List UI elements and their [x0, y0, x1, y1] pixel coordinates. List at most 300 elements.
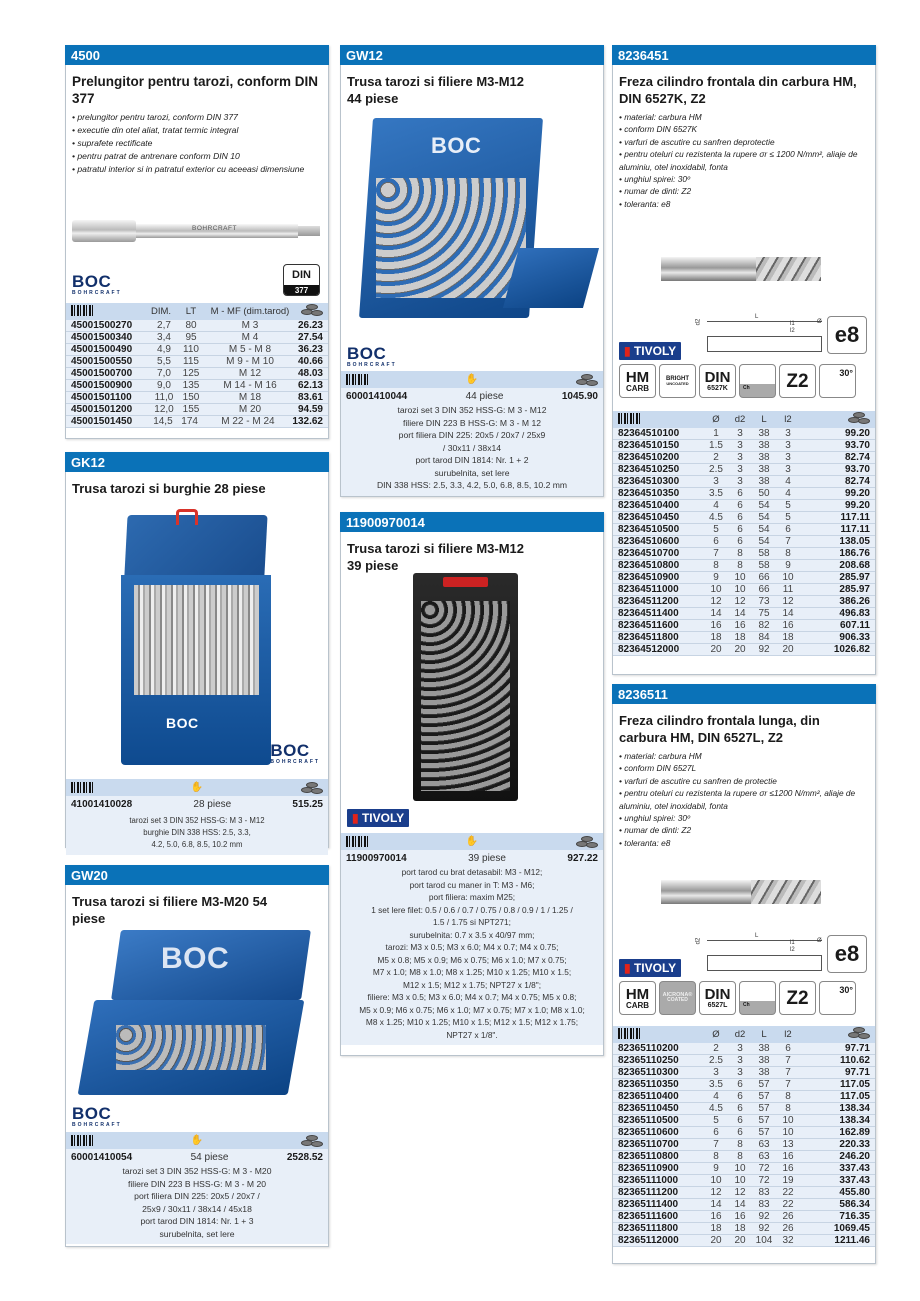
- set-description: [346, 404, 598, 492]
- cell-code: 82365111600: [618, 1211, 679, 1222]
- product-card-4500: [65, 45, 329, 439]
- cell-L: 58: [758, 548, 770, 559]
- cell-L: 83: [758, 1199, 770, 1210]
- cell-price: 82.74: [844, 452, 870, 463]
- desc-line: port filiera DIN 225: 20x5 / 20x7 /: [134, 1191, 260, 1201]
- cell-price: 99.20: [844, 500, 870, 511]
- feature-item: • suprafete rectificate: [72, 138, 153, 148]
- cell-d: 6: [713, 536, 719, 547]
- price-table: [66, 303, 328, 428]
- cell-m: M 3: [241, 320, 259, 331]
- cell-m: M 18: [238, 392, 262, 403]
- cell-price: 97.71: [844, 1043, 870, 1054]
- cell-price: 48.03: [297, 368, 323, 379]
- cell-L: 57: [758, 1091, 770, 1102]
- badge-ch: Ch: [743, 384, 750, 391]
- cell-price: 83.61: [297, 392, 323, 403]
- price: 1045.90: [561, 391, 598, 402]
- cell-l2: 10: [782, 572, 794, 583]
- barcode-icon: [346, 836, 370, 847]
- cell-l2: 3: [785, 440, 791, 451]
- table-row: [613, 1103, 875, 1115]
- cell-l2: 5: [785, 500, 791, 511]
- cell-lt: 110: [183, 344, 199, 355]
- cell-price: 455.80: [839, 1187, 870, 1198]
- set-description: [346, 866, 598, 1041]
- cell-L: 75: [758, 608, 770, 619]
- col-L: L: [761, 1029, 767, 1040]
- cell-code: 82364512000: [618, 644, 680, 655]
- brand-name: BOC: [161, 942, 230, 975]
- product-title: Freza cilindro frontala din carbura HM, DIN 6527K, Z2: [619, 74, 857, 106]
- product-title: Freza cilindro frontala lunga, din carbura HM, DIN 6527L, Z2: [619, 713, 820, 745]
- table-row: [613, 1091, 875, 1103]
- cell-d2: 10: [734, 584, 746, 595]
- cell-price: 26.23: [297, 320, 323, 331]
- cell-l2: 6: [785, 524, 791, 535]
- cell-price: 62.13: [297, 380, 323, 391]
- col-d2: d2: [734, 1029, 746, 1040]
- cell-price: 386.26: [839, 596, 870, 607]
- col-l2: l2: [784, 414, 792, 425]
- cell-d: 5: [713, 1115, 719, 1126]
- cell-price: 586.34: [839, 1199, 870, 1210]
- table-row: [613, 584, 875, 596]
- cell-lt: 95: [185, 332, 197, 343]
- desc-line: port tarod cu maner in T: M3 - M6;: [409, 879, 535, 890]
- table-row: [613, 1139, 875, 1151]
- table-row: [66, 320, 328, 332]
- tolerance-badge: [827, 935, 867, 973]
- cell-l2: 16: [782, 1151, 794, 1162]
- product-image: [72, 218, 322, 244]
- hm-carb-badge: [619, 364, 656, 398]
- price-coins-icon: [299, 782, 323, 794]
- cell-L: 72: [758, 1175, 770, 1186]
- cell-code: 82364511000: [618, 584, 679, 595]
- cell-L: 38: [758, 428, 770, 439]
- cell-price: 716.35: [839, 1211, 870, 1222]
- cell-d2: 8: [737, 548, 743, 559]
- cell-m: M 5 - M 8: [228, 344, 272, 355]
- cell-d2: 8: [737, 1151, 743, 1162]
- cell-d2: 3: [737, 452, 743, 463]
- price-coins-icon: [299, 304, 323, 316]
- badge-angle: 30°: [839, 984, 853, 995]
- cell-d: 5: [713, 524, 719, 535]
- cell-lt: 155: [182, 404, 200, 415]
- col-d2: d2: [734, 414, 746, 425]
- table-row: [66, 368, 328, 380]
- badge-coat1: AICRONA®: [662, 991, 693, 998]
- cell-l2: 3: [785, 428, 791, 439]
- table-header: [66, 303, 328, 320]
- product-title: Prelungitor pentru tarozi, conform DIN 377: [72, 74, 319, 106]
- cell-d2: 6: [737, 524, 743, 535]
- label-L: L: [755, 933, 759, 939]
- price-coins-icon: [299, 1135, 323, 1147]
- cell-d2: 3: [737, 1043, 743, 1054]
- price: 515.25: [292, 799, 323, 810]
- table-row: [613, 620, 875, 632]
- product-title: Trusa tarozi si filiere M3-M12 39 piese: [347, 541, 525, 573]
- cell-l2: 16: [782, 620, 794, 631]
- cell-price: 220.33: [839, 1139, 870, 1150]
- cell-price: 208.68: [839, 560, 870, 571]
- cell-code: 82365110450: [618, 1103, 679, 1114]
- table-row: [613, 536, 875, 548]
- feature-item: • prelungitor pentru tarozi, conform DIN 377: [72, 112, 238, 122]
- badge-carb: CARB: [625, 383, 650, 393]
- cell-l2: 7: [785, 1079, 791, 1090]
- cell-dim: 11,0: [154, 392, 174, 403]
- badge-coat2: UNCOATED: [666, 381, 689, 386]
- cell-d: 16: [710, 620, 722, 631]
- cell-d2: 18: [734, 632, 746, 643]
- desc-line: M7 x 1.0; M8 x 1.0; M8 x 1.25; M10 x 1.25; M10 x 1.5;: [372, 967, 572, 977]
- badge-din-sub: 6527L: [707, 1002, 728, 1009]
- table-row: [613, 1223, 875, 1235]
- cell-code: 82365111800: [618, 1223, 679, 1234]
- bohrcraft-logo-box: [166, 715, 199, 731]
- cell-price: 246.20: [839, 1151, 870, 1162]
- bohrcraft-logo: [72, 274, 122, 296]
- product-title: Trusa tarozi si burghie 28 piese: [72, 481, 266, 496]
- cell-L: 57: [758, 1127, 770, 1138]
- cell-l2: 18: [782, 632, 794, 643]
- price-coins-icon: [846, 1027, 870, 1039]
- table-header: [341, 371, 603, 388]
- cell-d: 3: [713, 476, 719, 487]
- cell-d: 2: [713, 452, 719, 463]
- card-header: GW12: [340, 45, 604, 65]
- set-table: [66, 779, 328, 855]
- cell-code: 82365110800: [618, 1151, 679, 1162]
- table-row: [613, 1115, 875, 1127]
- card-header: 4500: [65, 45, 329, 65]
- price-table: [613, 411, 875, 656]
- cell-d2: 6: [737, 512, 743, 523]
- barcode-icon: [346, 374, 370, 385]
- pieces-count: 28 piese: [193, 799, 232, 810]
- cell-l2: 7: [785, 536, 791, 547]
- cell-d: 9: [713, 572, 719, 583]
- cell-dim: 4,9: [157, 344, 171, 355]
- badge-z: Z2: [786, 987, 809, 1009]
- cell-code: 82365110400: [618, 1091, 679, 1102]
- set-description: [71, 812, 323, 851]
- desc-line: surubelnita, set lere: [434, 467, 510, 478]
- bohrcraft-logo: [347, 346, 397, 368]
- desc-line: 1.5 / 1.75 si NPT271;: [433, 917, 511, 927]
- product-image: [116, 515, 276, 777]
- cell-d: 2.5: [709, 464, 723, 475]
- cell-d2: 14: [734, 1199, 746, 1210]
- cell-code: 82365110900: [618, 1163, 679, 1174]
- cell-lt: 150: [182, 392, 200, 403]
- cell-d2: 3: [737, 476, 743, 487]
- cell-d: 3.5: [709, 488, 723, 499]
- cell-code: 45001501100: [71, 392, 132, 403]
- table-row: [613, 1067, 875, 1079]
- cell-price: 132.62: [292, 416, 323, 427]
- cell-dim: 2,7: [157, 320, 171, 331]
- cell-d2: 10: [734, 1175, 746, 1186]
- cell-L: 83: [758, 1187, 770, 1198]
- product-card-gk12: [65, 452, 329, 848]
- table-row: [613, 1151, 875, 1163]
- coating-badge: [659, 364, 696, 398]
- price-coins-icon: [574, 836, 598, 848]
- brand-sub: BOHRCRAFT: [270, 759, 320, 765]
- feature-item: • numar de dinti: Z2: [619, 825, 692, 836]
- cell-l2: 26: [782, 1211, 794, 1222]
- label-l2: l2: [790, 947, 795, 953]
- pieces-hand-icon: ✋: [190, 1135, 204, 1146]
- cell-code: 82365110300: [618, 1067, 679, 1078]
- cell-l2: 10: [782, 1115, 794, 1126]
- cell-l2: 3: [785, 452, 791, 463]
- helix-angle-badge: [819, 364, 856, 398]
- set-info: [341, 388, 603, 496]
- feature-item: • conform DIN 6527L: [619, 763, 697, 774]
- card-header: GW20: [65, 865, 329, 885]
- cell-d2: 3: [737, 464, 743, 475]
- cell-L: 38: [758, 1043, 770, 1054]
- cell-l2: 32: [782, 1235, 794, 1246]
- cell-lt: 80: [185, 320, 197, 331]
- set-table: [341, 833, 603, 1045]
- table-header: [341, 833, 603, 850]
- cell-code: 82364510300: [618, 476, 680, 487]
- cell-d2: 16: [734, 620, 746, 631]
- brand-name: BOC: [72, 272, 112, 291]
- coating-badge: [659, 981, 696, 1015]
- spec-badges: [619, 981, 856, 1015]
- table-row: [66, 404, 328, 416]
- brand-name: TIVOLY: [361, 811, 405, 825]
- desc-line: M5 x 0.9; M6 x 0.75; M6 x 1.0; M7 x 0.75; M7 x 1.0; M8 x 1.0;: [359, 1004, 585, 1015]
- desc-line: port tarod cu brat detasabil: M3 - M12;: [401, 867, 543, 877]
- cell-price: 93.70: [844, 440, 870, 451]
- cell-price: 285.97: [839, 572, 870, 583]
- desc-line: burghie DIN 338 HSS: 2.5, 3.3,: [143, 828, 251, 837]
- table-row: [613, 632, 875, 644]
- cell-L: 63: [758, 1151, 770, 1162]
- cell-d2: 3: [737, 1067, 743, 1078]
- cell-code: 82364511200: [618, 596, 679, 607]
- table-row: [613, 464, 875, 476]
- cell-code: 82365110600: [618, 1127, 679, 1138]
- cell-lt: 115: [183, 356, 199, 367]
- card-header: GK12: [65, 452, 329, 472]
- set-info: [66, 796, 328, 855]
- cell-d2: 12: [734, 1187, 746, 1198]
- cell-code: 82364511800: [618, 632, 679, 643]
- cell-d: 6: [713, 1127, 719, 1138]
- feature-list: [613, 111, 875, 210]
- cell-L: 58: [758, 560, 770, 571]
- cell-l2: 5: [785, 512, 791, 523]
- cell-d: 7: [713, 1139, 719, 1150]
- brand-name: TIVOLY: [633, 961, 677, 975]
- badge-hm: HM: [625, 985, 650, 1003]
- cell-code: 82365110250: [618, 1055, 679, 1066]
- brand-name: BOC: [72, 1104, 112, 1123]
- cell-l2: 8: [785, 1103, 791, 1114]
- badge-ch: Ch: [743, 1001, 750, 1008]
- cell-price: 36.23: [297, 344, 323, 355]
- cell-d2: 10: [734, 572, 746, 583]
- cell-d: 1: [713, 428, 719, 439]
- desc-line: tarozi set 3 DIN 352 HSS-G: M 3 - M12: [129, 816, 265, 825]
- article-code: 60001410054: [71, 1152, 133, 1163]
- desc-line: port filiera DIN 225: 20x5 / 20x7 / 25x9: [398, 430, 546, 440]
- label-d: Ø: [817, 938, 822, 944]
- article-code: 41001410028: [71, 799, 133, 810]
- cell-d: 4.5: [709, 1103, 723, 1114]
- cell-price: 117.11: [840, 512, 870, 523]
- label-d2: d2: [695, 937, 702, 945]
- spec-badges: [619, 364, 856, 398]
- cell-d: 8: [713, 1151, 719, 1162]
- tivoly-logo: ▮ TIVOLY: [347, 809, 409, 827]
- cell-price: 27.54: [297, 332, 323, 343]
- brand-name: BOC: [347, 344, 387, 363]
- barcode-icon: [71, 782, 95, 793]
- cell-d: 3.5: [709, 1079, 723, 1090]
- cell-price: 138.34: [839, 1103, 870, 1114]
- din-377-badge: [283, 264, 320, 296]
- cell-d2: 14: [734, 608, 746, 619]
- dimension-diagram: [695, 314, 825, 356]
- cell-d: 1.5: [709, 440, 723, 451]
- cell-code: 82364510450: [618, 512, 680, 523]
- cell-dim: 5,5: [157, 356, 171, 367]
- cell-d2: 6: [737, 500, 743, 511]
- cell-l2: 22: [782, 1187, 794, 1198]
- cell-price: 94.59: [297, 404, 323, 415]
- table-row: [613, 608, 875, 620]
- card-header: 8236451: [612, 45, 876, 65]
- cell-code: 45001500270: [71, 320, 133, 331]
- desc-line: DIN 338 HSS: 2.5, 3.3, 4.2, 5.0, 6.8, 8.5, 10.2 mm: [376, 480, 568, 490]
- badge-din: DIN: [704, 369, 731, 386]
- brand-sub: BOHRCRAFT: [347, 362, 397, 368]
- cell-d: 8: [713, 560, 719, 571]
- feature-item: • varfuri de ascutire cu sanfren deprotectie: [619, 136, 775, 147]
- article-code: 11900970014: [346, 853, 407, 864]
- table-row: [613, 1043, 875, 1055]
- cell-d: 18: [710, 632, 722, 643]
- cell-code: 45001501450: [71, 416, 133, 427]
- bohrcraft-logo: [72, 1106, 122, 1128]
- cell-d2: 6: [737, 1079, 743, 1090]
- table-row: [613, 476, 875, 488]
- desc-line: tarozi: M3 x 0.5; M3 x 6.0; M4 x 0.7; M4 x 0.75;: [385, 942, 559, 952]
- table-row: [613, 1235, 875, 1247]
- table-row: [613, 452, 875, 464]
- cell-m: M 4: [241, 332, 259, 343]
- cell-d: 2.5: [709, 1055, 723, 1066]
- cell-d2: 12: [734, 596, 746, 607]
- tolerance-value: e8: [834, 941, 860, 966]
- cell-price: 1211.46: [834, 1235, 870, 1246]
- cell-d2: 3: [737, 1055, 743, 1066]
- cell-code: 82364510150: [618, 440, 680, 451]
- table-row: [613, 524, 875, 536]
- cell-l2: 20: [782, 644, 794, 655]
- cell-code: 82365111200: [618, 1187, 679, 1198]
- engraved-label: BOHRCRAFT: [192, 225, 237, 232]
- chamfer-badge: [739, 981, 776, 1015]
- cell-code: 82364510700: [618, 548, 680, 559]
- cell-d2: 6: [737, 1127, 743, 1138]
- badge-carb: CARB: [625, 1000, 650, 1010]
- dimension-diagram: [695, 933, 825, 975]
- desc-line: tarozi set 3 DIN 352 HSS-G: M 3 - M12: [397, 405, 547, 415]
- desc-line: 4.2, 5.0, 6.8, 8.5, 10.2 mm: [151, 840, 243, 849]
- badge-hm: HM: [625, 368, 650, 386]
- desc-line: filiere DIN 223 B HSS-G: M 3 - M 20: [127, 1178, 267, 1189]
- cell-code: 45001500900: [71, 380, 133, 391]
- cell-l2: 8: [785, 1091, 791, 1102]
- table-row: [613, 1187, 875, 1199]
- desc-line: port tarod DIN 1814: Nr. 1 + 3: [140, 1216, 254, 1226]
- label-l2: l2: [790, 328, 795, 334]
- cell-price: 117.11: [840, 524, 870, 535]
- cell-L: 54: [758, 536, 770, 547]
- hm-carb-badge: [619, 981, 656, 1015]
- pieces-count: 44 piese: [465, 391, 504, 402]
- cell-code: 82364511600: [618, 620, 679, 631]
- cell-d: 4.5: [709, 512, 723, 523]
- tolerance-badge: [827, 316, 867, 354]
- din-badge: [699, 981, 736, 1015]
- cell-l2: 22: [782, 1199, 794, 1210]
- feature-item: • varfuri de ascutire cu sanfren de protectie: [619, 775, 777, 786]
- cell-d2: 6: [737, 1115, 743, 1126]
- cell-price: 496.83: [839, 608, 870, 619]
- table-row: [613, 1175, 875, 1187]
- cell-d: 7: [713, 548, 719, 559]
- brand-sub: BOHRCRAFT: [72, 290, 122, 296]
- tolerance-value: e8: [834, 322, 860, 347]
- table-row: [613, 1163, 875, 1175]
- product-title: Trusa tarozi si filiere M3-M20 54 piese: [72, 894, 268, 926]
- barcode-icon: [71, 1135, 95, 1146]
- cell-dim: 7,0: [157, 368, 171, 379]
- cell-d2: 3: [737, 440, 743, 451]
- cell-L: 92: [758, 1211, 770, 1222]
- feature-item: • executie din otel aliat, tratat termic integral: [72, 125, 239, 135]
- cell-L: 54: [758, 512, 770, 523]
- feature-item: • pentru oteluri cu rezistenta la rupere σr ≤1200 N/mm², aliaje de aluminiu, otel inoxidabil, fonta: [619, 788, 856, 811]
- badge-coat1: BRIGHT: [666, 376, 689, 382]
- table-header: [613, 1026, 875, 1043]
- col-dim: DIM.: [151, 306, 172, 317]
- pieces-hand-icon: ✋: [190, 782, 204, 793]
- card-header: 11900970014: [340, 512, 604, 532]
- cell-code: 82364510500: [618, 524, 680, 535]
- price-coins-icon: [846, 412, 870, 424]
- table-header: [66, 1132, 328, 1149]
- desc-line: surubelnita: 0.7 x 3.5 x 40/97 mm;: [409, 929, 535, 940]
- bohrcraft-logo: [270, 743, 320, 765]
- cell-l2: 8: [785, 548, 791, 559]
- cell-l2: 11: [782, 584, 794, 595]
- cell-m: M 12: [238, 368, 262, 379]
